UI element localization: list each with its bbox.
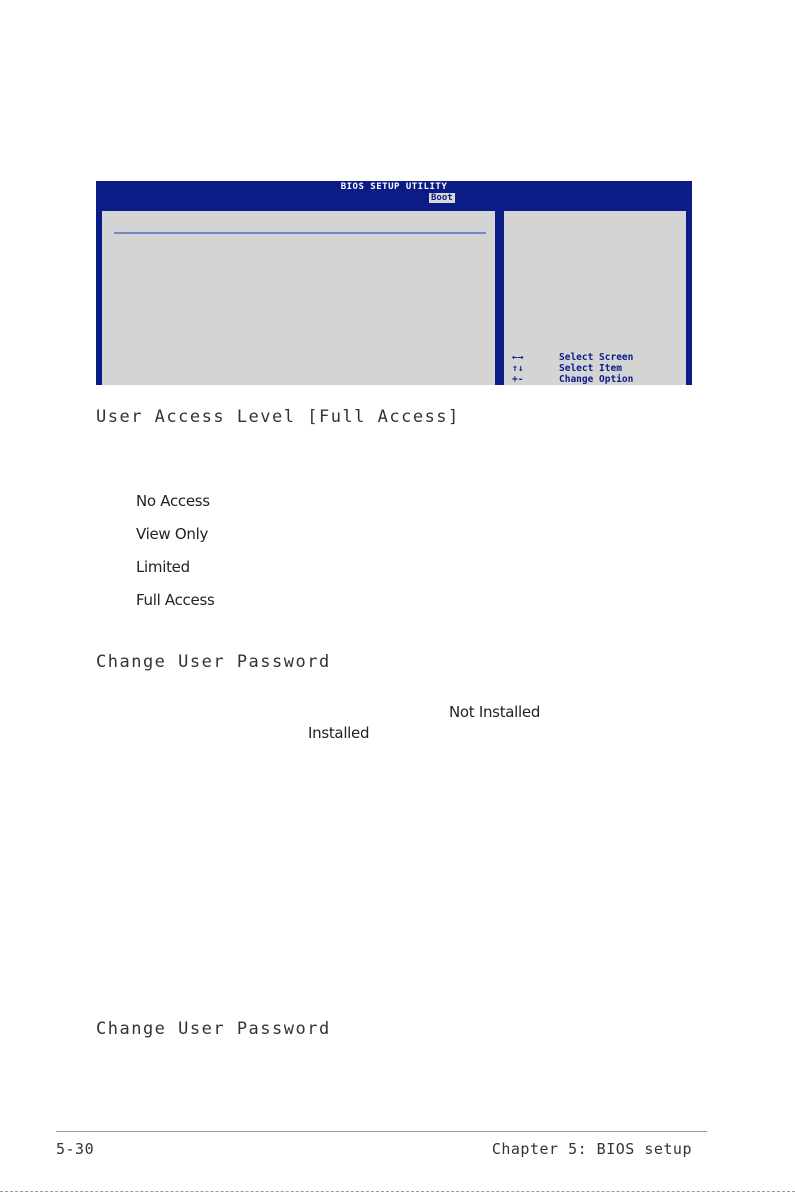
page-bottom-edge bbox=[0, 1191, 795, 1192]
bios-screenshot bbox=[96, 181, 692, 385]
user-access-level-heading: User Access Level [Full Access] bbox=[96, 407, 460, 427]
arrows-up-down-icon: ↑↓ bbox=[512, 363, 524, 374]
key-legend-row bbox=[512, 352, 633, 363]
chapter-title: Chapter 5: BIOS setup bbox=[491, 1140, 692, 1158]
change-user-password-heading: Change User Password bbox=[96, 652, 331, 672]
arrows-left-right-icon: ←→ bbox=[512, 352, 524, 363]
key-action: Select Item bbox=[559, 363, 622, 374]
option-no-access: No Access bbox=[136, 492, 210, 510]
status-installed: Installed bbox=[308, 724, 370, 742]
page-number: 5-30 bbox=[56, 1140, 95, 1158]
key-legend-row bbox=[512, 363, 633, 374]
option-full-access: Full Access bbox=[136, 591, 215, 609]
key-action: Change Option bbox=[559, 374, 634, 385]
bios-divider bbox=[114, 232, 486, 234]
bios-title: BIOS SETUP UTILITY bbox=[340, 182, 448, 192]
status-not-installed: Not Installed bbox=[449, 703, 541, 721]
option-limited: Limited bbox=[136, 558, 190, 576]
bios-main-panel bbox=[100, 209, 497, 385]
key-legend bbox=[512, 352, 633, 385]
bios-help-panel bbox=[502, 209, 688, 385]
key-action: Select Screen bbox=[559, 352, 634, 363]
tab-boot[interactable]: Boot bbox=[431, 193, 453, 203]
footer-divider bbox=[56, 1131, 707, 1132]
key-legend-row bbox=[512, 374, 633, 385]
option-view-only: View Only bbox=[136, 525, 209, 543]
change-user-password-heading-2: Change User Password bbox=[96, 1019, 331, 1039]
plus-minus-icon: +- bbox=[512, 374, 524, 385]
